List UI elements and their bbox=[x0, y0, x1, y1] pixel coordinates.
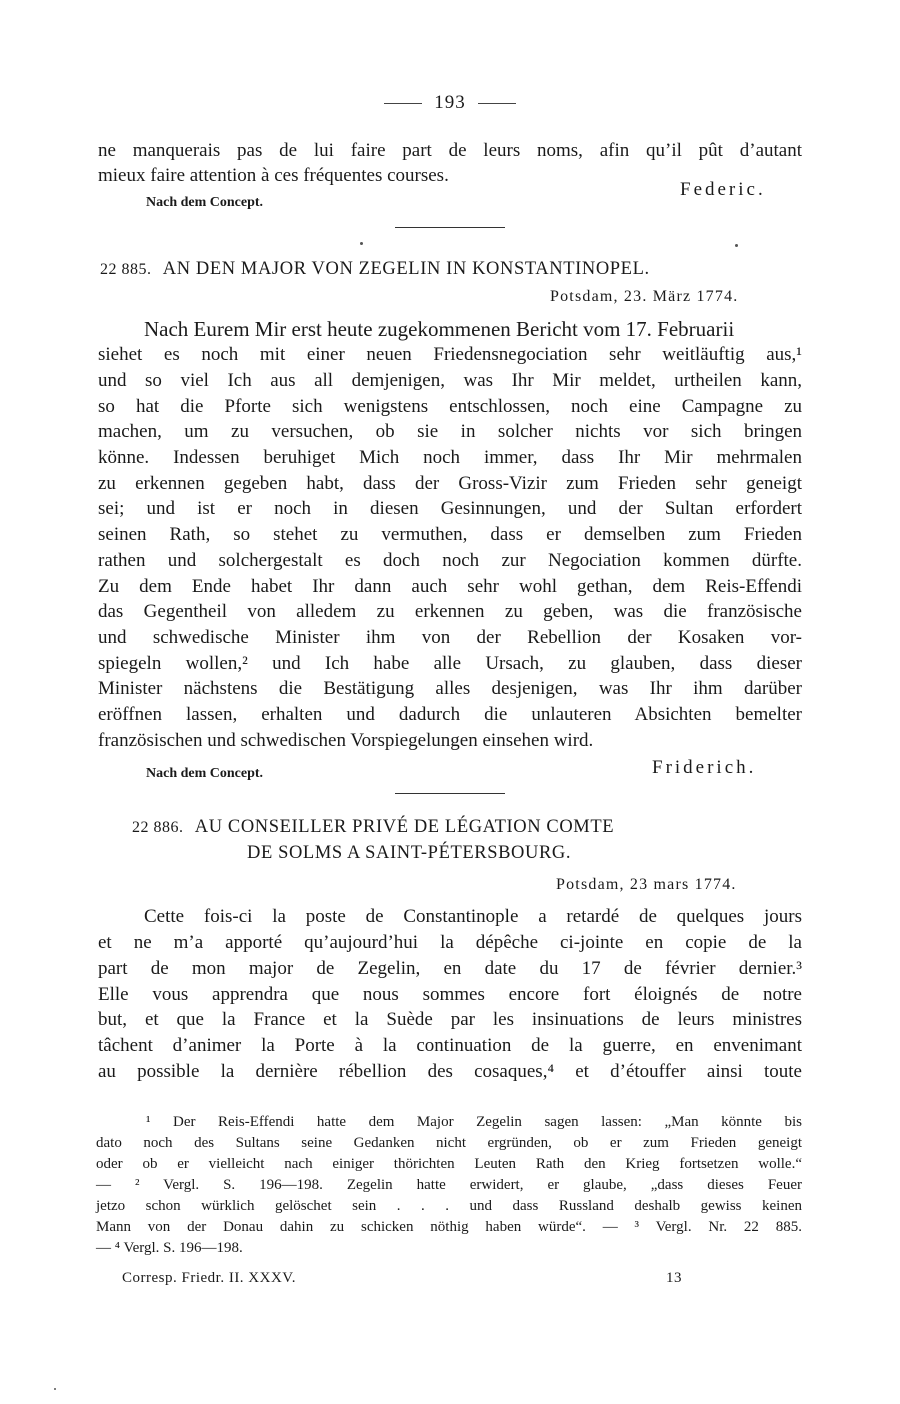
letter-line: et ne m’a apporté qu’aujourd’hui la dépêche ci-jointe en copie de la bbox=[98, 932, 802, 953]
footnote-line bbox=[96, 1175, 802, 1196]
letter-line: Cette fois-ci la poste de Constantinople a retardé de quelques jours bbox=[144, 906, 802, 927]
letter-line: seinen Rath, so stehet zu vermuthen, dass er demselben zum Frieden bbox=[98, 524, 802, 545]
source-note: Nach dem Concept. bbox=[146, 195, 264, 210]
signature-friderich: Friderich. bbox=[652, 757, 757, 778]
continuation-line: ne manquerais pas de lui faire part de leurs noms, afin qu’il pût d’autant bbox=[98, 140, 802, 161]
letter-line: so hat die Pforte sich wenigstens entschlossen, noch eine Campagne zu bbox=[98, 396, 802, 417]
letter-line: zu erkennen gegeben habt, dass der Gross-Vizir zum Frieden sehr geneigt bbox=[98, 473, 802, 494]
letter-line: Minister nächstens die Bestätigung alles desjenigen, was Ihr ihm darüber bbox=[98, 678, 802, 699]
letter-line: tâchent d’animer la Porte à la continuation de la guerre, en envenimant bbox=[98, 1035, 802, 1056]
letter-line: das Gegentheil von alledem zu erkennen zu geben, was die französische bbox=[98, 601, 802, 622]
speck bbox=[360, 242, 363, 245]
page-header bbox=[0, 92, 900, 114]
header-dash-left bbox=[384, 103, 422, 104]
footnote-text: — ⁴ Vergl. S. 196—198. bbox=[96, 1240, 243, 1256]
letter-number: 22 885. bbox=[100, 261, 152, 278]
speck bbox=[735, 244, 738, 247]
footnote-line bbox=[96, 1217, 802, 1238]
letter-line: Nach Eurem Mir erst heute zugekommenen Bericht vom 17. Februarii bbox=[144, 317, 735, 341]
place-date: Potsdam, 23 mars 1774. bbox=[556, 876, 737, 893]
sheet-number: 13 bbox=[666, 1270, 682, 1286]
footnote-line bbox=[96, 1112, 802, 1133]
footnote-line bbox=[96, 1238, 243, 1259]
footnote-text: oder ob er vielleicht nach einiger thörichten Leuten Rath den Krieg fortsetzen wolle.“ bbox=[96, 1156, 802, 1172]
letter-line: machen, um zu versuchen, ob sie in solcher nichts vor sich bringen bbox=[98, 421, 802, 442]
letter-line: sei; und ist er noch in diesen Gesinnungen, und der Sultan erfordert bbox=[98, 498, 802, 519]
page-number: 193 bbox=[434, 92, 466, 113]
letter-addressee-cont: DE SOLMS A SAINT-PÉTERSBOURG. bbox=[247, 843, 572, 863]
letter-line: au possible la dernière rébellion des cosaques,⁴ et d’étouffer ainsi toute bbox=[98, 1061, 802, 1082]
section-divider bbox=[395, 793, 505, 794]
letter-line: und schwedische Minister ihm von der Rebellion der Kosaken vor- bbox=[98, 627, 802, 648]
speck bbox=[54, 1388, 56, 1390]
letter-line: part de mon major de Zegelin, en date du 17 de février dernier.³ bbox=[98, 958, 802, 979]
letter-line: und so viel Ich aus all demjenigen, was Ihr Mir meldet, urtheilen kann, bbox=[98, 370, 802, 391]
footnote-text: dato noch des Sultans seine Gedanken nicht ergründen, ob er zum Frieden geneigt bbox=[96, 1135, 802, 1151]
letter-heading bbox=[100, 259, 650, 280]
footnote-line bbox=[96, 1196, 802, 1217]
letter-line: französischen und schwedischen Vorspiegelungen einsehen wird. bbox=[98, 730, 594, 751]
letter-addressee: AU CONSEILLER PRIVÉ DE LÉGATION COMTE bbox=[194, 817, 615, 837]
footnote-text: jetzo schon würklich gelöschet sein . . . und dass Russland deshalb gewiss keinen bbox=[96, 1198, 802, 1214]
letter-number: 22 886. bbox=[132, 819, 184, 836]
footnote-text: Mann von der Donau dahin zu schicken nöthig haben würde“. — ³ Vergl. Nr. 22 885. bbox=[96, 1219, 802, 1235]
letter-line: rathen und solchergestalt es doch noch zur Negociation kommen dürfte. bbox=[98, 550, 802, 571]
source-note: Nach dem Concept. bbox=[146, 766, 264, 781]
footnote-line bbox=[96, 1133, 802, 1154]
letter-heading bbox=[132, 817, 614, 838]
letter-line: spiegeln wollen,² und Ich habe alle Ursach, zu glauben, dass dieser bbox=[98, 653, 802, 674]
letter-line: Zu dem Ende habet Ihr dann auch sehr wohl gethan, dem Reis-Effendi bbox=[98, 576, 802, 597]
signature-mark: Corresp. Friedr. II. XXXV. bbox=[122, 1270, 296, 1286]
letter-line: könne. Indessen beruhiget Mich noch immer, dass Ihr Mir mehrmalen bbox=[98, 447, 802, 468]
footnote-text: ¹ Der Reis-Effendi hatte dem Major Zegelin sagen lassen: „Man könnte bis bbox=[146, 1114, 802, 1130]
signature-federic: Federic. bbox=[680, 179, 766, 200]
letter-addressee: AN DEN MAJOR VON ZEGELIN IN KONSTANTINOPEL. bbox=[162, 259, 650, 279]
header-dash-right bbox=[478, 103, 516, 104]
letter-line: Elle vous apprendra que nous sommes encore fort éloignés de notre bbox=[98, 984, 802, 1005]
letter-line: siehet es noch mit einer neuen Friedensnegociation sehr weitläuftig aus,¹ bbox=[98, 344, 802, 365]
continuation-line: mieux faire attention à ces fréquentes courses. bbox=[98, 165, 449, 186]
place-date: Potsdam, 23. März 1774. bbox=[550, 288, 739, 305]
footnote-text: — ² Vergl. S. 196—198. Zegelin hatte erwidert, er glaube, „dass dieses Feuer bbox=[96, 1177, 802, 1193]
footnote-line bbox=[96, 1154, 802, 1175]
section-divider bbox=[395, 227, 505, 228]
letter-line: but, et que la France et la Suède par les insinuations de leurs ministres bbox=[98, 1009, 802, 1030]
letter-line: eröffnen lassen, erhalten und dadurch die unlauteren Absichten bemelter bbox=[98, 704, 802, 725]
